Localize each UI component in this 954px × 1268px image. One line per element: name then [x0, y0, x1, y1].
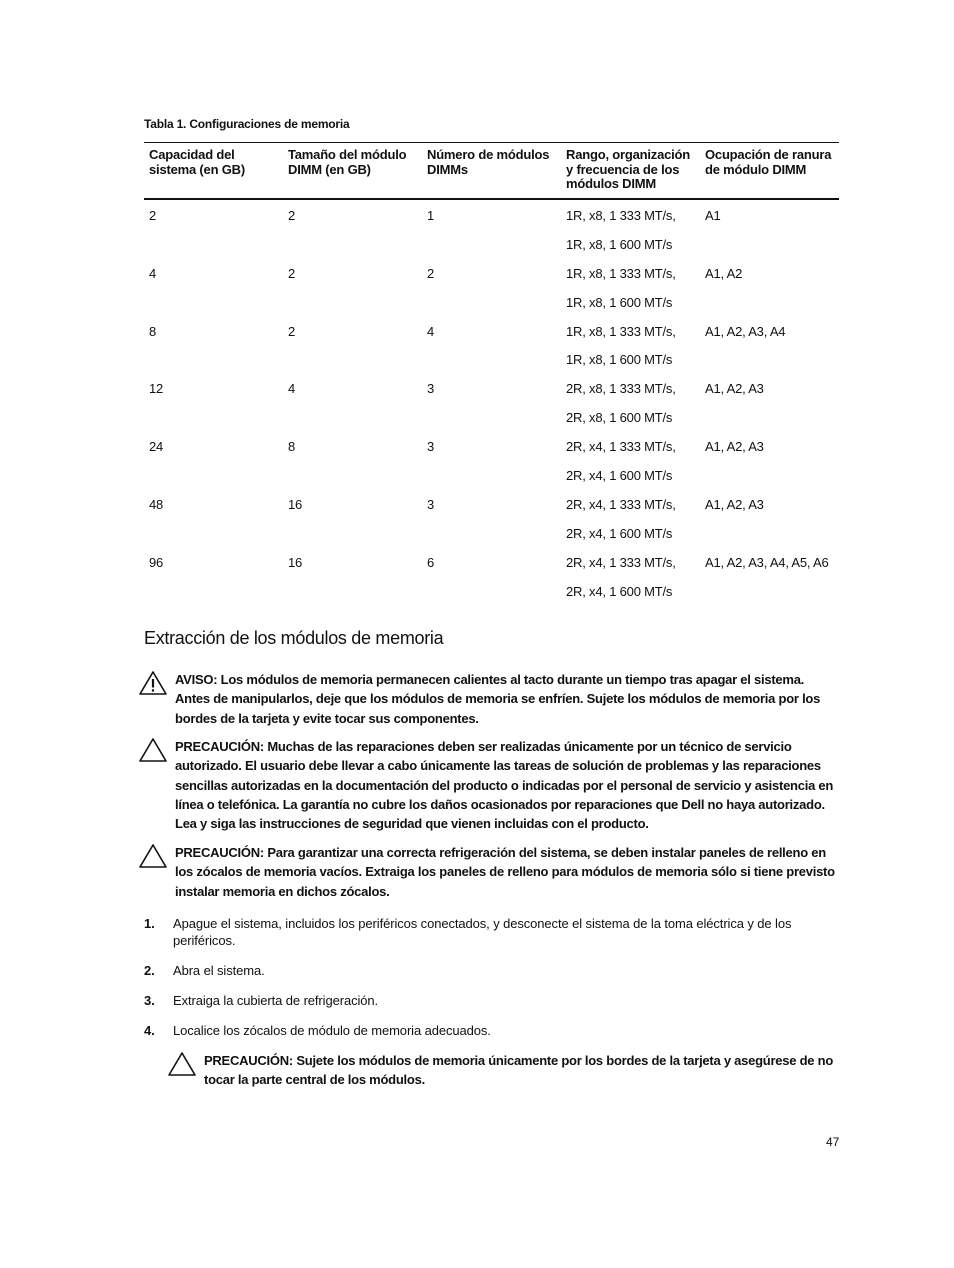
table-cell: 2R, x8, 1 600 MT/s: [566, 410, 673, 426]
step-item: [144, 1022, 839, 1039]
table-cell: [700, 404, 839, 433]
table-row: [144, 519, 839, 548]
table-caption: Tabla 1. Configuraciones de memoria: [144, 117, 350, 131]
table-row: [144, 199, 839, 231]
table-cell: [700, 288, 839, 317]
table-cell: [144, 462, 283, 491]
table-cell: 24: [149, 439, 164, 455]
table-cell: [283, 346, 422, 375]
step-item: [144, 915, 839, 949]
table-cell: A1, A2, A3, A4, A5, A6: [705, 554, 829, 570]
section-title: Extracción de los módulos de memoria: [144, 628, 444, 648]
table-cell: 8: [288, 439, 296, 455]
table-cell: [422, 462, 561, 491]
table-cell: [144, 346, 283, 375]
table-cell: 4: [149, 265, 157, 281]
caution-triangle-icon: [138, 737, 168, 763]
warning-notice: [138, 670, 840, 728]
page-number: 47: [826, 1135, 840, 1149]
table-row: [144, 230, 839, 259]
table-cell: 3: [427, 439, 435, 455]
table-row: [144, 490, 839, 519]
step-number: 4.: [144, 1023, 155, 1038]
table-cell: 1R, x8, 1 600 MT/s: [566, 294, 673, 310]
step-item: [144, 992, 839, 1009]
caution-notice-cooling-text: PRECAUCIÓN: Para garantizar una correcta refrigeración del sistema, se deben instalar paneles de relleno en los zócalos de memoria vacíos. Extraiga los paneles de relleno para módulos de memoria sólo si tiene previsto instalar memoria en dichos zócalos.: [175, 845, 835, 899]
table-cell: A1, A2: [705, 265, 743, 281]
table-row: [144, 317, 839, 346]
table-cell: 1: [427, 207, 435, 223]
table-cell: 2: [288, 265, 296, 281]
table-row: [144, 375, 839, 404]
table-row: [144, 404, 839, 433]
caution-notice-service: [138, 737, 840, 833]
table-cell: [283, 230, 422, 259]
table-cell: 6: [427, 554, 435, 570]
table-cell: [283, 288, 422, 317]
table-cell: 1R, x8, 1 333 MT/s,: [566, 323, 676, 339]
table-cell: A1, A2, A3: [705, 496, 764, 512]
table-cell: 2: [288, 323, 296, 339]
step-text: Extraiga la cubierta de refrigeración.: [173, 993, 379, 1008]
table-cell: 1R, x8, 1 600 MT/s: [566, 352, 673, 368]
header-dimm-count: Número de módulos DIMMs: [422, 143, 561, 199]
caution-notice-cooling: [138, 843, 840, 901]
table-cell: 1R, x8, 1 333 MT/s,: [566, 207, 676, 223]
table-cell: 4: [427, 323, 435, 339]
table-cell: 16: [288, 496, 303, 512]
table-cell: 2R, x4, 1 333 MT/s,: [566, 554, 676, 570]
table-cell: [283, 577, 422, 606]
table-cell: A1, A2, A3: [705, 381, 764, 397]
table-cell: 1R, x8, 1 333 MT/s,: [566, 265, 676, 281]
table-cell: [144, 230, 283, 259]
step-number: 2.: [144, 963, 155, 978]
table-cell: 3: [427, 496, 435, 512]
warning-exclamation-icon: [138, 670, 168, 696]
table-cell: 2R, x8, 1 333 MT/s,: [566, 381, 676, 397]
step-text: Localice los zócalos de módulo de memoria adecuados.: [173, 1023, 491, 1038]
table-cell: [144, 288, 283, 317]
warning-notice-text: AVISO: Los módulos de memoria permanecen calientes al tacto durante un tiempo tras apagar el sistema. Antes de manipularlos, deje que los módulos de memoria se enfríen. Sujete los módulos de memoria por los bordes de la tarjeta y evite tocar sus componentes.: [175, 672, 821, 726]
table-row: [144, 433, 839, 462]
table-cell: 1R, x8, 1 600 MT/s: [566, 236, 673, 252]
table-cell: [422, 230, 561, 259]
memory-config-table: [144, 142, 839, 606]
table-cell: 48: [149, 496, 164, 512]
table-cell: [283, 404, 422, 433]
step-number: 3.: [144, 993, 155, 1008]
header-system-capacity: Capacidad del sistema (en GB): [144, 143, 283, 199]
table-cell: 16: [288, 554, 303, 570]
table-row: [144, 462, 839, 491]
table-cell: A1, A2, A3: [705, 439, 764, 455]
table-cell: 2R, x4, 1 600 MT/s: [566, 467, 673, 483]
header-rank-org-freq: Rango, organización y frecuencia de los módulos DIMM: [561, 143, 700, 199]
table-row: [144, 259, 839, 288]
table-cell: 3: [427, 381, 435, 397]
table-cell: 2R, x4, 1 333 MT/s,: [566, 496, 676, 512]
table-cell: [422, 346, 561, 375]
table-cell: 2R, x4, 1 600 MT/s: [566, 525, 673, 541]
step-text: Abra el sistema.: [173, 963, 265, 978]
table-cell: [283, 519, 422, 548]
table-cell: [422, 519, 561, 548]
table-cell: [144, 577, 283, 606]
table-cell: [144, 404, 283, 433]
table-cell: [700, 519, 839, 548]
table-cell: [283, 462, 422, 491]
caution-triangle-icon: [138, 843, 168, 869]
table-row: [144, 288, 839, 317]
caution-triangle-icon: [167, 1051, 197, 1077]
table-cell: A1, A2, A3, A4: [705, 323, 786, 339]
table-cell: [700, 230, 839, 259]
table-row: [144, 577, 839, 606]
table-cell: 12: [149, 381, 164, 397]
table-cell: 2: [149, 207, 157, 223]
table-cell: A1: [705, 207, 721, 223]
step-item: [144, 962, 839, 979]
table-cell: [700, 462, 839, 491]
table-cell: 96: [149, 554, 164, 570]
table-row: [144, 548, 839, 577]
table-cell: [700, 577, 839, 606]
table-cell: 2R, x4, 1 333 MT/s,: [566, 439, 676, 455]
table-cell: [422, 288, 561, 317]
table-cell: 2: [427, 265, 435, 281]
caution-notice-handling-text: PRECAUCIÓN: Sujete los módulos de memoria únicamente por los bordes de la tarjeta y asegúrese de no tocar la parte central de los módulos.: [204, 1053, 834, 1088]
table-cell: [422, 577, 561, 606]
caution-notice-handling: [167, 1051, 840, 1090]
table-cell: 2: [288, 207, 296, 223]
table-cell: 4: [288, 381, 296, 397]
table-cell: [422, 404, 561, 433]
table-cell: 2R, x4, 1 600 MT/s: [566, 583, 673, 599]
table-cell: [700, 346, 839, 375]
step-number: 1.: [144, 916, 155, 931]
header-slot-occupancy: Ocupación de ranura de módulo DIMM: [700, 143, 839, 199]
header-dimm-size: Tamaño del módulo DIMM (en GB): [283, 143, 422, 199]
table-row: [144, 346, 839, 375]
step-text: Apague el sistema, incluidos los periféricos conectados, y desconecte el sistema de la toma eléctrica y de los periféricos.: [173, 916, 792, 948]
table-cell: [144, 519, 283, 548]
table-header-row: [144, 143, 839, 199]
table-cell: 8: [149, 323, 157, 339]
caution-notice-service-text: PRECAUCIÓN: Muchas de las reparaciones deben ser realizadas únicamente por un técnico de servicio autorizado. El usuario debe llevar a cabo únicamente las tareas de solución de problemas y las reparaciones sencillas autorizadas en la documentación del producto o indicadas por el personal de servicio y asistencia en línea o telefónica. La garantía no cubre los daños ocasionados por reparaciones que Dell no haya autorizado. Lea y siga las instrucciones de seguridad que vienen incluidas con el producto.: [175, 739, 834, 832]
